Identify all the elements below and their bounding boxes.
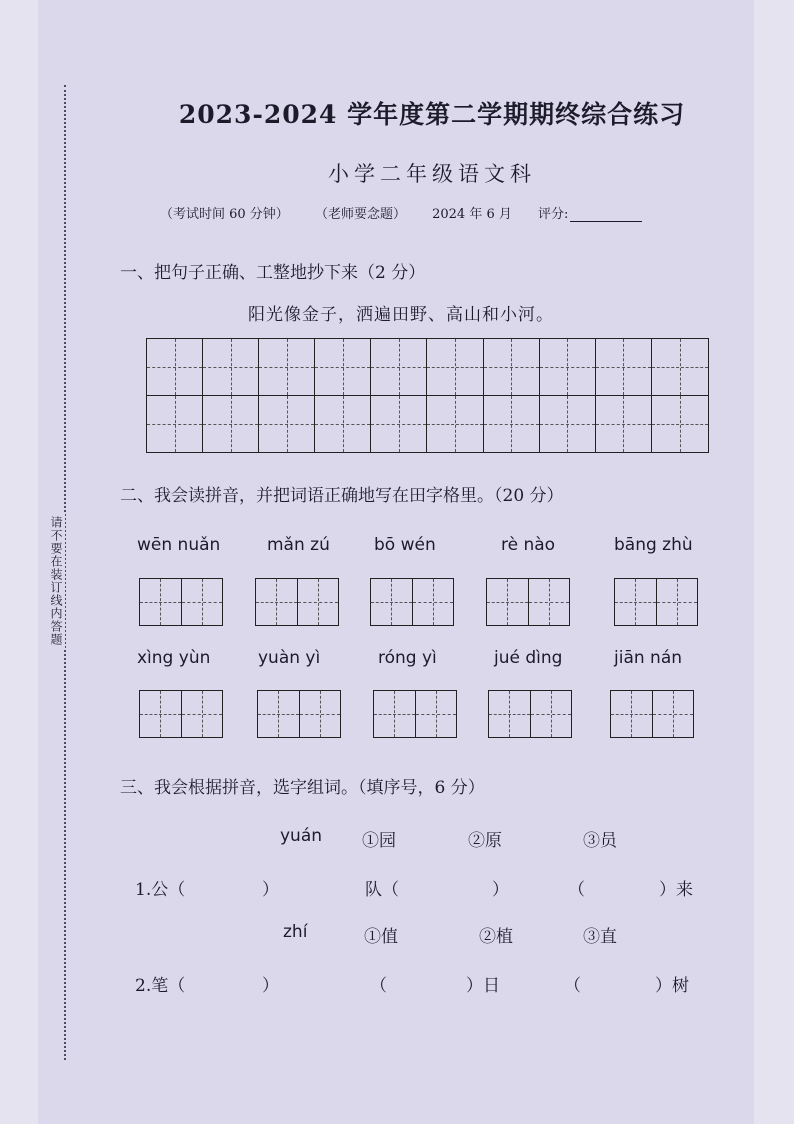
- pinyin-label: bō wén: [374, 535, 436, 555]
- fill-blank-open[interactable]: （: [568, 880, 585, 900]
- fill-blank-close: ）: [492, 880, 509, 900]
- exam-title: 2023-2024 学年度第二学期期终综合练习: [178, 100, 686, 129]
- score-label: 评分:: [538, 207, 569, 222]
- option-char: ③直: [583, 927, 617, 947]
- teacher-note: （老师要念题）: [314, 207, 406, 222]
- tianzige-box[interactable]: [257, 690, 341, 738]
- tianzige-box[interactable]: [255, 578, 339, 626]
- tianzige-box[interactable]: [139, 578, 223, 626]
- pinyin-label: xìng yùn: [137, 648, 211, 668]
- tianzige-box[interactable]: [373, 690, 457, 738]
- fill-blank-close: ）日: [466, 976, 500, 996]
- copy-writing-grid[interactable]: [146, 338, 709, 453]
- option-char: ①值: [364, 927, 398, 947]
- option-char: ③员: [583, 831, 617, 851]
- tianzige-box[interactable]: [370, 578, 454, 626]
- option-char: ②原: [468, 831, 502, 851]
- section2-heading: 二、我会读拼音，并把词语正确地写在田字格里。（20 分）: [120, 486, 564, 506]
- section1-heading: 一、把句子正确、工整地抄下来（2 分）: [120, 263, 426, 283]
- fill-blank-open[interactable]: 1.公（: [135, 880, 186, 900]
- binding-note: 请不要在装订线内答题: [48, 512, 65, 650]
- pinyin-label: rè nào: [501, 535, 556, 555]
- copy-sentence: 阳光像金子，洒遍田野、高山和小河。: [248, 305, 554, 325]
- fill-blank-close: ）: [262, 880, 279, 900]
- tianzige-box[interactable]: [610, 690, 694, 738]
- score-field[interactable]: [570, 207, 642, 222]
- pinyin-label: yuàn yì: [258, 648, 321, 668]
- fill-blank-open[interactable]: 队（: [365, 880, 399, 900]
- pinyin-label: wēn nuǎn: [137, 535, 221, 555]
- fill-blank-close: ）: [262, 976, 279, 996]
- pinyin-label: mǎn zú: [267, 535, 330, 555]
- exam-info: [160, 203, 664, 222]
- exam-time: （考试时间 60 分钟）: [160, 207, 289, 222]
- option-pinyin: yuán: [280, 826, 323, 846]
- option-pinyin: zhí: [283, 922, 308, 942]
- exam-date: 2024 年 6 月: [432, 207, 512, 222]
- section3-heading: 三、我会根据拼音，选字组词。（填序号，6 分）: [120, 778, 485, 798]
- exam-subtitle: 小学二年级语文科: [328, 162, 536, 186]
- tianzige-box[interactable]: [614, 578, 698, 626]
- tianzige-box[interactable]: [488, 690, 572, 738]
- fill-blank-close: ）来: [659, 880, 693, 900]
- pinyin-label: bāng zhù: [614, 535, 693, 555]
- pinyin-label: jiān nán: [614, 648, 683, 668]
- tianzige-box[interactable]: [486, 578, 570, 626]
- fill-blank-open[interactable]: （: [564, 976, 581, 996]
- tianzige-box[interactable]: [139, 690, 223, 738]
- fill-blank-close: ）树: [655, 976, 689, 996]
- option-char: ②植: [479, 927, 513, 947]
- fill-blank-open[interactable]: （: [370, 976, 387, 996]
- option-char: ①园: [362, 831, 396, 851]
- pinyin-label: róng yì: [378, 648, 437, 668]
- fill-blank-open[interactable]: 2.笔（: [135, 976, 186, 996]
- pinyin-label: jué dìng: [494, 648, 563, 668]
